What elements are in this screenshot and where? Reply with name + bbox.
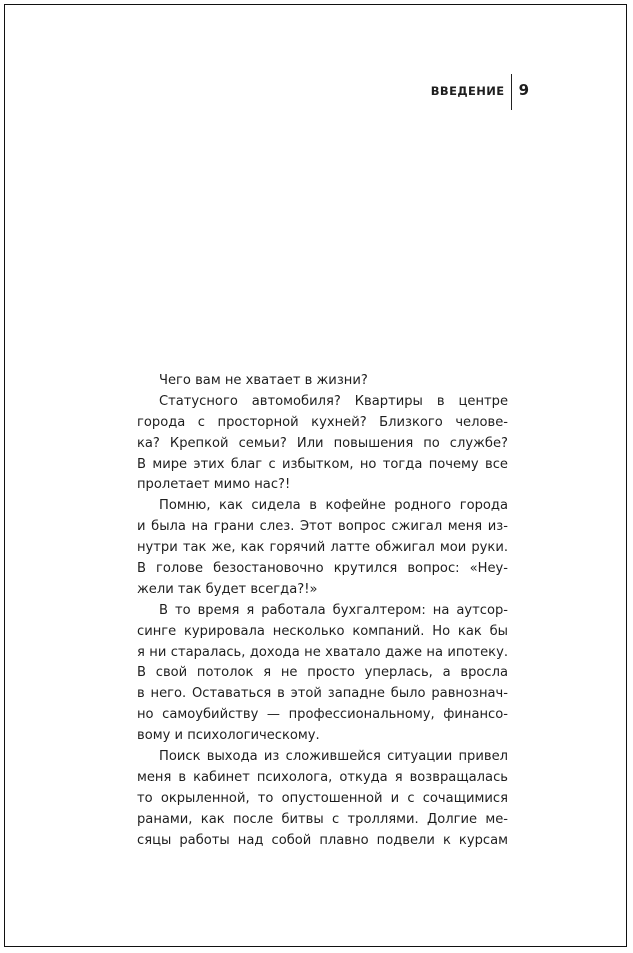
text-line: я ни старалась, дохода не хватало даже на ипотеку. (137, 644, 508, 660)
text-line: В мире этих благ с избытком, но тогда почему все (137, 456, 508, 472)
text-line: ка? Крепкой семьи? Или повышения по службе? (137, 435, 508, 451)
text-line: В голове безостановочно крутился вопрос: «Неу- (137, 561, 508, 577)
section-title: ВВЕДЕНИЕ (430, 84, 505, 98)
text-line: пролетает мимо нас?! (137, 477, 291, 493)
text-line: в него. Оставаться в этой западне было равнознач- (137, 686, 508, 702)
text-line: жели так будет всегда?!» (137, 581, 318, 597)
text-line: и была на грани слез. Этот вопрос сжигал меня из- (137, 519, 508, 535)
text-line: Статусного автомобиля? Квартиры в центре (159, 393, 508, 409)
text-line: ранами, как после битвы с троллями. Долгие ме- (137, 811, 508, 827)
text-line: вому и психологическому. (137, 728, 320, 744)
text-line: нутри так же, как горячий латте обжигал мои руки. (137, 540, 508, 556)
text-line: но самоубийству — профессиональному, финансо- (137, 707, 508, 723)
text-line: меня в кабинет психолога, откуда я возвращалась (137, 769, 508, 785)
text-line: сяцы работы над собой плавно подвели к курсам (137, 832, 508, 848)
text-line: Чего вам не хватает в жизни? (159, 373, 368, 388)
text-line: В то время я работала бухгалтером: на аутсор- (159, 602, 508, 618)
text-line: синге курировала несколько компаний. Но как бы (137, 623, 508, 639)
text-line: Поиск выхода из сложившейся ситуации привел (159, 749, 508, 765)
running-header (431, 74, 529, 110)
text-line: города с просторной кухней? Близкого челове- (137, 414, 508, 430)
page-number: 9 (518, 81, 529, 99)
text-line: то окрыленной, то опустошенной и с сочащимися (137, 790, 508, 806)
body-text (137, 371, 508, 851)
text-line: Помню, как сидела в кофейне родного города (159, 498, 508, 514)
text-line: В свой потолок я не просто уперлась, а вросла (137, 665, 508, 681)
